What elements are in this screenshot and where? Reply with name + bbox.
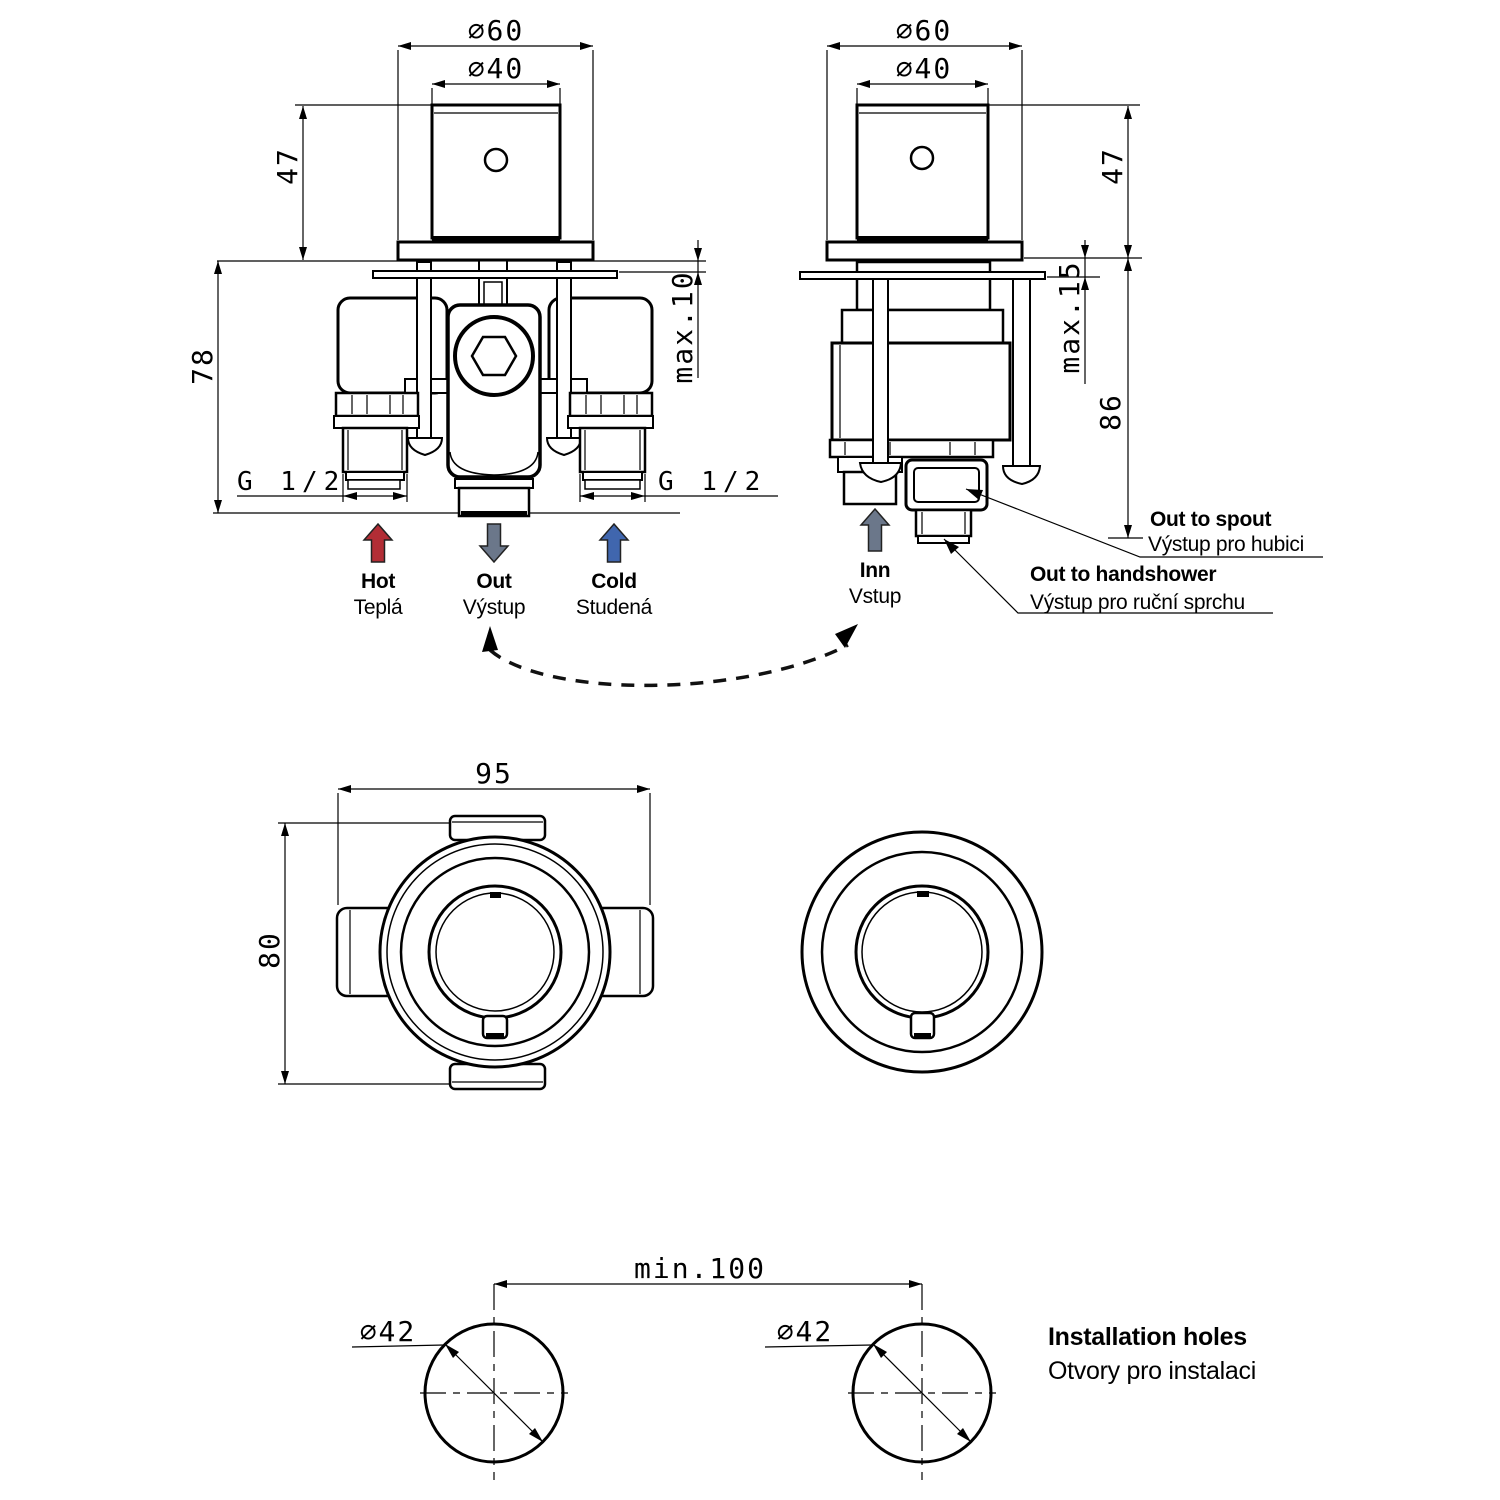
side-valve-body (800, 105, 1045, 543)
callout-spout (966, 489, 1323, 557)
front-dim-47 (271, 105, 432, 260)
front-dim-diameter-40 (432, 52, 560, 104)
side-max15-text: max.15 (1053, 260, 1086, 374)
top-view-body (337, 816, 653, 1089)
side-spout-outlet (906, 460, 987, 510)
side-bolt-right (1013, 279, 1030, 466)
hot-arrow-icon (364, 524, 392, 562)
hex-socket-icon (472, 337, 516, 375)
install-title-cz: Otvory pro instalaci (1048, 1357, 1256, 1385)
top-view-trim (802, 832, 1042, 1072)
connector-arrowhead-right (835, 624, 858, 648)
front-78-text: 78 (186, 347, 219, 385)
cold-label: Cold (591, 570, 637, 593)
side-handshower-outlet (916, 510, 971, 543)
install-d42-left-text: ∅42 (359, 1315, 417, 1348)
install-hole-right (765, 1284, 996, 1480)
inn-arrow-icon (861, 509, 889, 551)
side-dim-max15 (1053, 240, 1089, 384)
inn-label-cz: Vstup (848, 585, 902, 608)
side-86-text: 86 (1094, 393, 1127, 431)
install-d42-right-text: ∅42 (776, 1315, 834, 1348)
front-port-hot (334, 393, 419, 489)
front-view (186, 14, 778, 619)
connector-arrowhead-left (482, 626, 498, 652)
installation-holes (352, 1252, 1256, 1480)
front-47-text: 47 (271, 147, 304, 185)
front-max10-text: max.10 (666, 270, 699, 384)
cold-label-cz: Studená (575, 596, 653, 619)
front-port-cold (568, 393, 653, 489)
front-g12-left-text: G 1/2 (237, 467, 346, 497)
side-dim-47 (1096, 106, 1132, 258)
install-dim-spacing (494, 1252, 922, 1288)
trim-index-notch (917, 891, 929, 897)
front-d40-text: ∅40 (467, 52, 525, 85)
callout-handshower-cz: Výstup pro ruční sprchu (1030, 591, 1245, 614)
side-knob (857, 105, 988, 242)
front-d60-text: ∅60 (467, 14, 525, 47)
inn-label: Inn (859, 559, 891, 582)
side-flange (827, 242, 1022, 260)
out-to-inn-connector (482, 624, 858, 685)
out-arrow-icon (480, 524, 508, 562)
front-knob (432, 105, 560, 242)
out-label: Out (476, 570, 512, 593)
front-valve-body (334, 105, 653, 517)
front-flange (398, 242, 593, 260)
out-label-cz: Výstup (462, 596, 526, 619)
install-title: Installation holes (1048, 1323, 1247, 1351)
top-view (253, 757, 653, 1089)
callout-spout-cz: Výstup pro hubici (1148, 533, 1304, 556)
install-hole-left (352, 1284, 568, 1480)
top-index-notch (490, 892, 501, 898)
side-view (800, 14, 1323, 614)
front-dim-78 (186, 261, 222, 513)
side-d40-text: ∅40 (895, 52, 953, 85)
callout-spout-en: Out to spout (1150, 508, 1272, 531)
side-bolt-left (873, 279, 888, 463)
hot-label-cz: Teplá (353, 596, 403, 619)
side-dim-86 (1094, 258, 1132, 538)
hot-label: Hot (360, 570, 396, 593)
side-d60-text: ∅60 (895, 14, 953, 47)
front-g12-right-text: G 1/2 (658, 467, 767, 497)
side-47-text: 47 (1096, 147, 1129, 185)
callout-handshower-en: Out to handshower (1030, 563, 1217, 586)
top-95-text: 95 (475, 757, 513, 790)
top-80-text: 80 (253, 931, 286, 969)
cold-arrow-icon (600, 524, 628, 562)
front-outlet (455, 479, 533, 517)
side-dim-diameter-40 (857, 52, 988, 104)
install-spacing-text: min.100 (633, 1252, 767, 1285)
